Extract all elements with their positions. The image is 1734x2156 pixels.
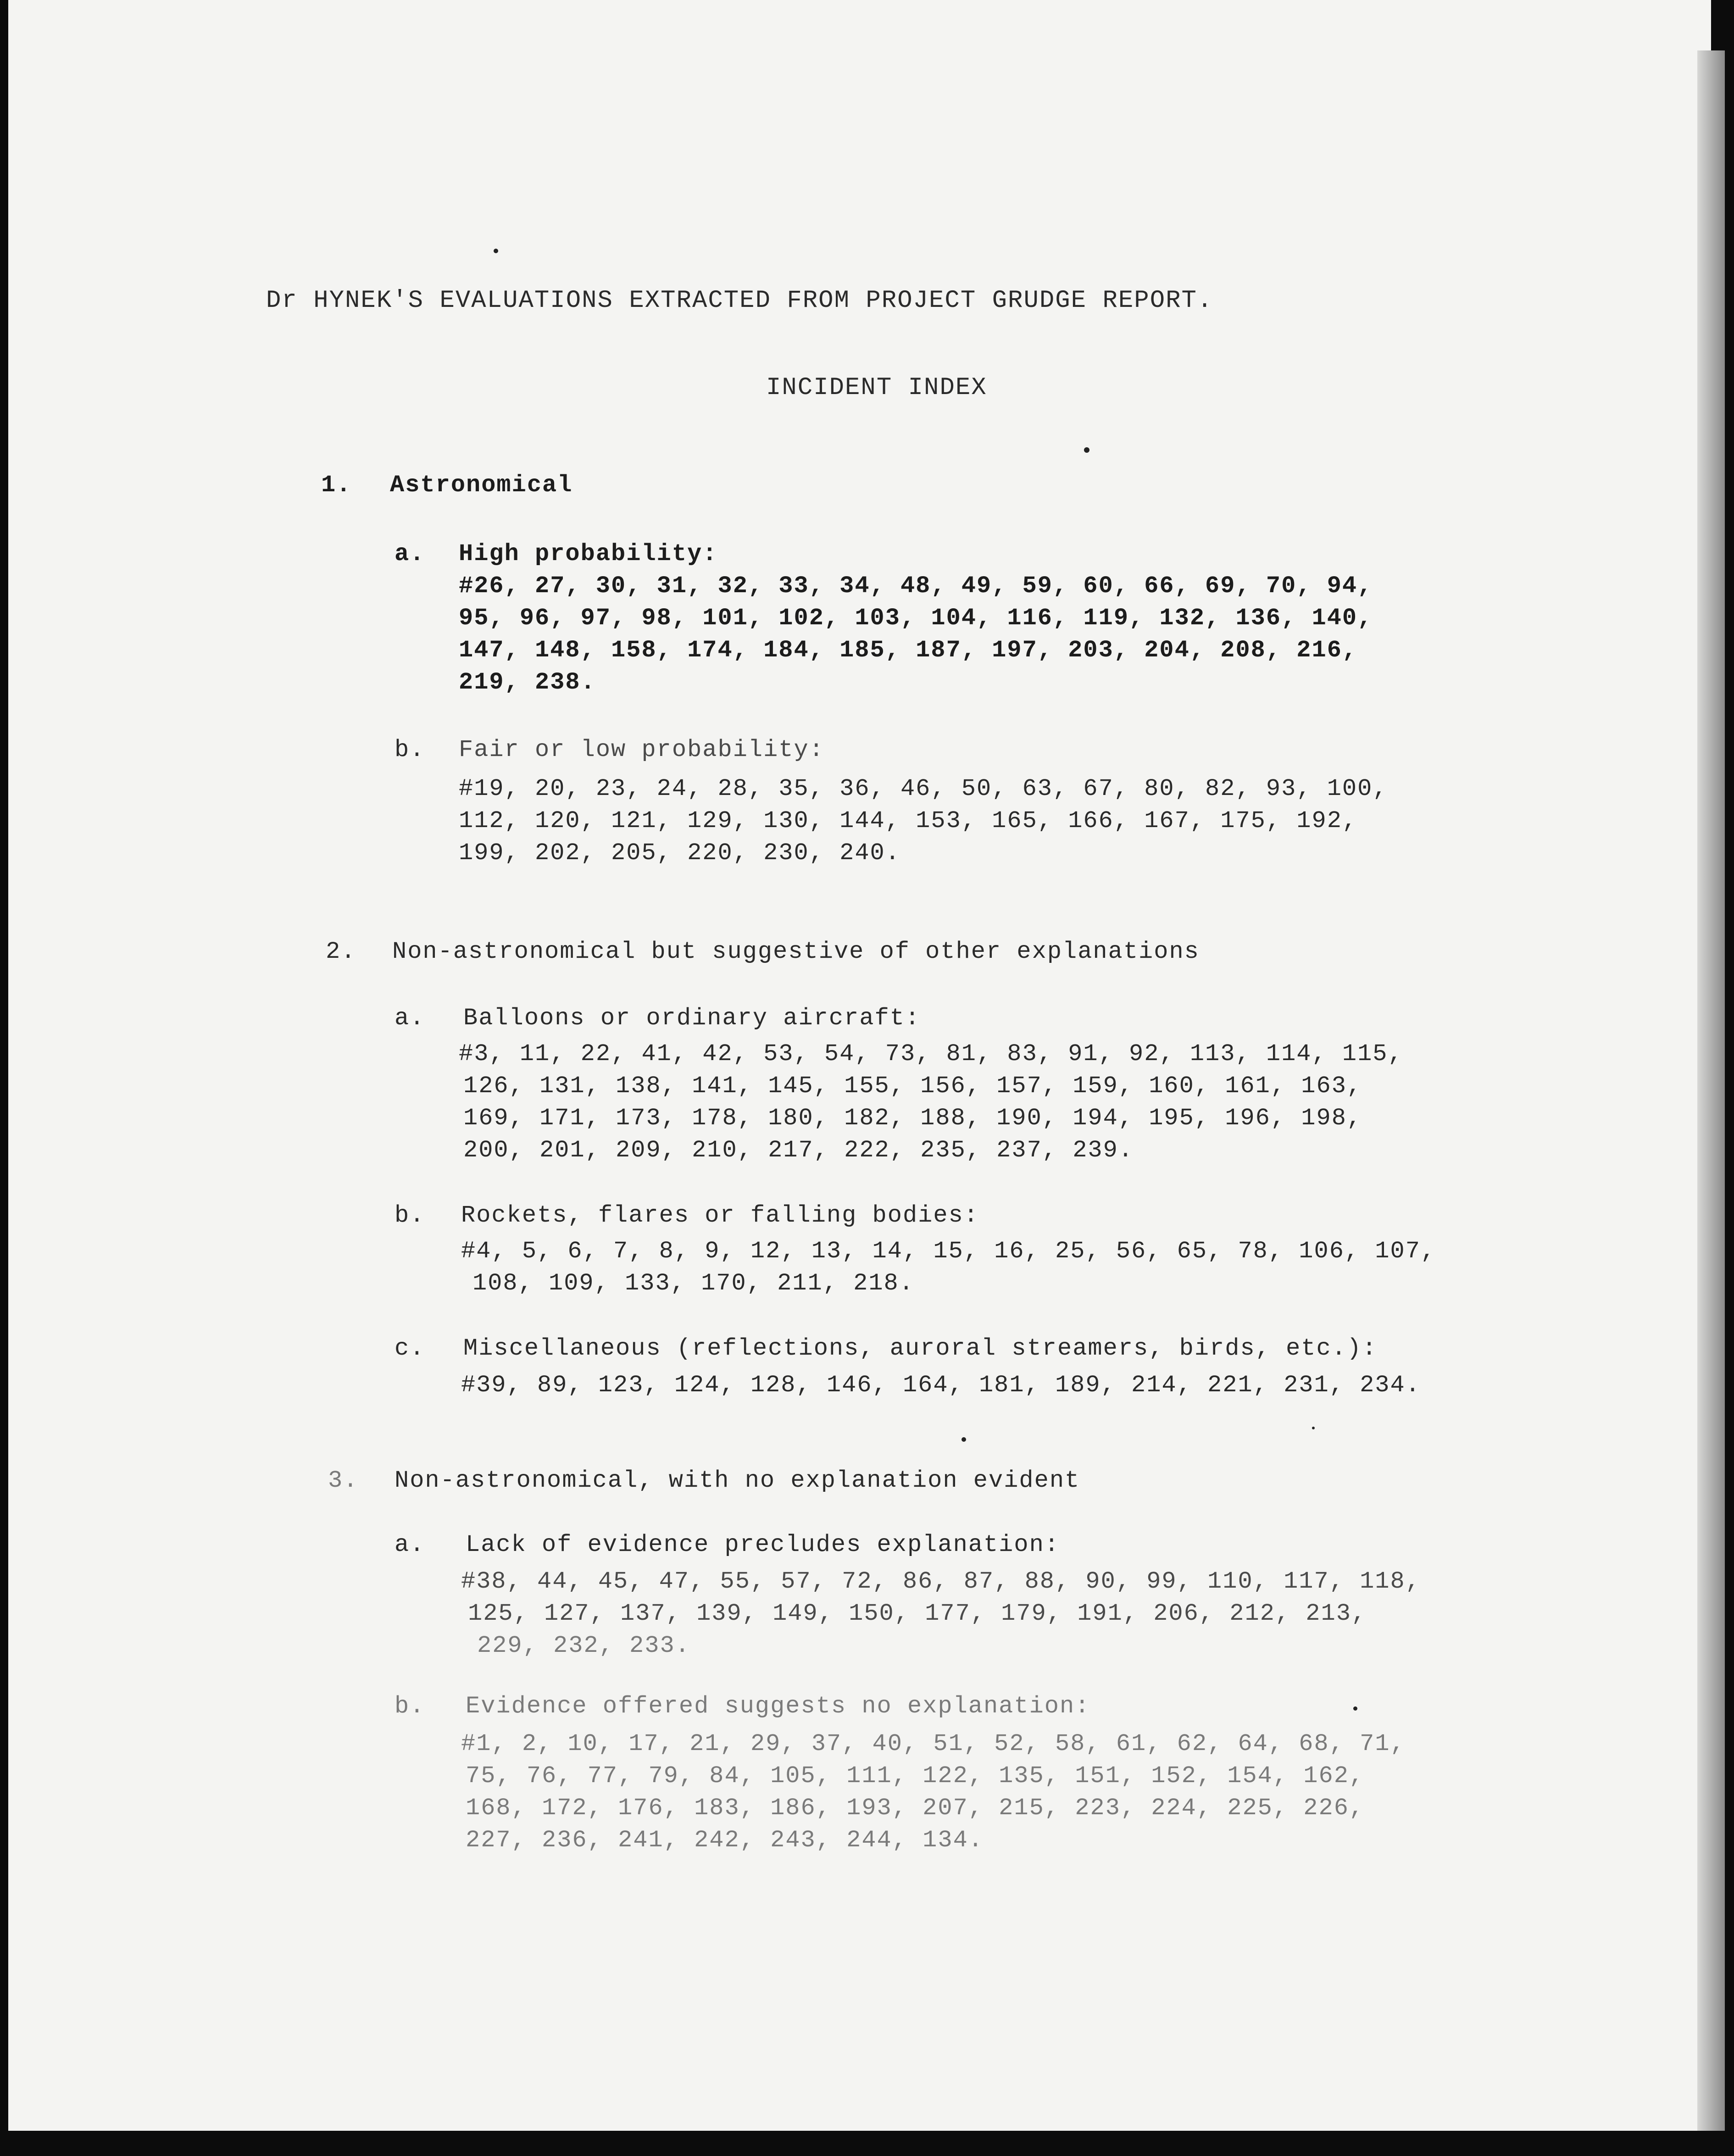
incident-list-line: 108, 109, 133, 170, 211, 218. <box>472 1270 914 1297</box>
sub-letter: b. <box>395 1693 425 1720</box>
section-number: 2. <box>326 938 356 965</box>
incident-list-line: 169, 171, 173, 178, 180, 182, 188, 190, 194, 195, 196, 198, <box>463 1105 1362 1132</box>
incident-list-line: #3, 11, 22, 41, 42, 53, 54, 73, 81, 83, 91, 92, 113, 114, 115, <box>459 1040 1403 1067</box>
section-heading: Non-astronomical, with no explanation evident <box>395 1467 1080 1494</box>
ink-speck <box>1312 1427 1315 1429</box>
incident-list-line: 219, 238. <box>459 669 596 696</box>
incident-list-line: 75, 76, 77, 79, 84, 105, 111, 122, 135, 151, 152, 154, 162, <box>466 1762 1365 1789</box>
sub-letter: b. <box>395 736 425 763</box>
section-heading: Astronomical <box>390 472 573 499</box>
sub-letter: a. <box>395 1531 425 1558</box>
incident-list-line: #38, 44, 45, 47, 55, 57, 72, 86, 87, 88, 90, 99, 110, 117, 118, <box>461 1568 1421 1595</box>
sub-label: Evidence offered suggests no explanation: <box>466 1693 1090 1720</box>
scan-border <box>0 2131 1734 2156</box>
incident-list-line: 95, 96, 97, 98, 101, 102, 103, 104, 116, 119, 132, 136, 140, <box>459 605 1373 632</box>
sub-letter: b. <box>395 1202 425 1229</box>
incident-list-line: #1, 2, 10, 17, 21, 29, 37, 40, 51, 52, 58, 61, 62, 64, 68, 71, <box>461 1730 1406 1757</box>
incident-list-line: 126, 131, 138, 141, 145, 155, 156, 157, 159, 160, 161, 163, <box>463 1072 1362 1100</box>
page-edge-shadow <box>1697 50 1725 2156</box>
page-title: Dr HYNEK'S EVALUATIONS EXTRACTED FROM PROJECT GRUDGE REPORT. <box>266 287 1213 315</box>
ink-speck <box>494 249 498 253</box>
sub-label: High probability: <box>459 540 718 567</box>
incident-list-line: 199, 202, 205, 220, 230, 240. <box>459 839 900 867</box>
incident-list-line: #39, 89, 123, 124, 128, 146, 164, 181, 189, 214, 221, 231, 234. <box>461 1372 1421 1399</box>
sub-label: Rockets, flares or falling bodies: <box>461 1202 979 1229</box>
section-heading: Non-astronomical but suggestive of other explanations <box>392 938 1200 965</box>
ink-speck <box>961 1437 966 1442</box>
incident-list-line: 227, 236, 241, 242, 243, 244, 134. <box>466 1827 984 1854</box>
sub-letter: a. <box>395 540 425 567</box>
page-subtitle: INCIDENT INDEX <box>766 374 987 402</box>
section-number: 1. <box>321 472 352 499</box>
incident-list-line: 168, 172, 176, 183, 186, 193, 207, 215, 223, 224, 225, 226, <box>466 1795 1365 1822</box>
incident-list-line: #19, 20, 23, 24, 28, 35, 36, 46, 50, 63, 67, 80, 82, 93, 100, <box>459 775 1388 802</box>
incident-list-line: 125, 127, 137, 139, 149, 150, 177, 179, 191, 206, 212, 213, <box>468 1600 1367 1627</box>
sub-label: Lack of evidence precludes explanation: <box>466 1531 1060 1558</box>
section-number: 3. <box>328 1467 359 1494</box>
sub-letter: a. <box>395 1005 425 1032</box>
sub-label: Balloons or ordinary aircraft: <box>463 1005 921 1032</box>
incident-list-line: 229, 232, 233. <box>477 1632 690 1659</box>
sub-label: Fair or low probability: <box>459 736 824 763</box>
sub-label: Miscellaneous (reflections, auroral streamers, birds, etc.): <box>463 1335 1378 1362</box>
incident-list-line: #26, 27, 30, 31, 32, 33, 34, 48, 49, 59, 60, 66, 69, 70, 94, <box>459 572 1373 600</box>
sub-letter: c. <box>395 1335 425 1362</box>
incident-list-line: 112, 120, 121, 129, 130, 144, 153, 165, 166, 167, 175, 192, <box>459 807 1358 834</box>
incident-list-line: 200, 201, 209, 210, 217, 222, 235, 237, 239. <box>463 1137 1134 1164</box>
ink-speck <box>1353 1706 1357 1711</box>
incident-list-line: #4, 5, 6, 7, 8, 9, 12, 13, 14, 15, 16, 25, 56, 65, 78, 106, 107, <box>461 1238 1436 1265</box>
ink-speck <box>1084 447 1089 453</box>
incident-list-line: 147, 148, 158, 174, 184, 185, 187, 197, 203, 204, 208, 216, <box>459 637 1358 664</box>
